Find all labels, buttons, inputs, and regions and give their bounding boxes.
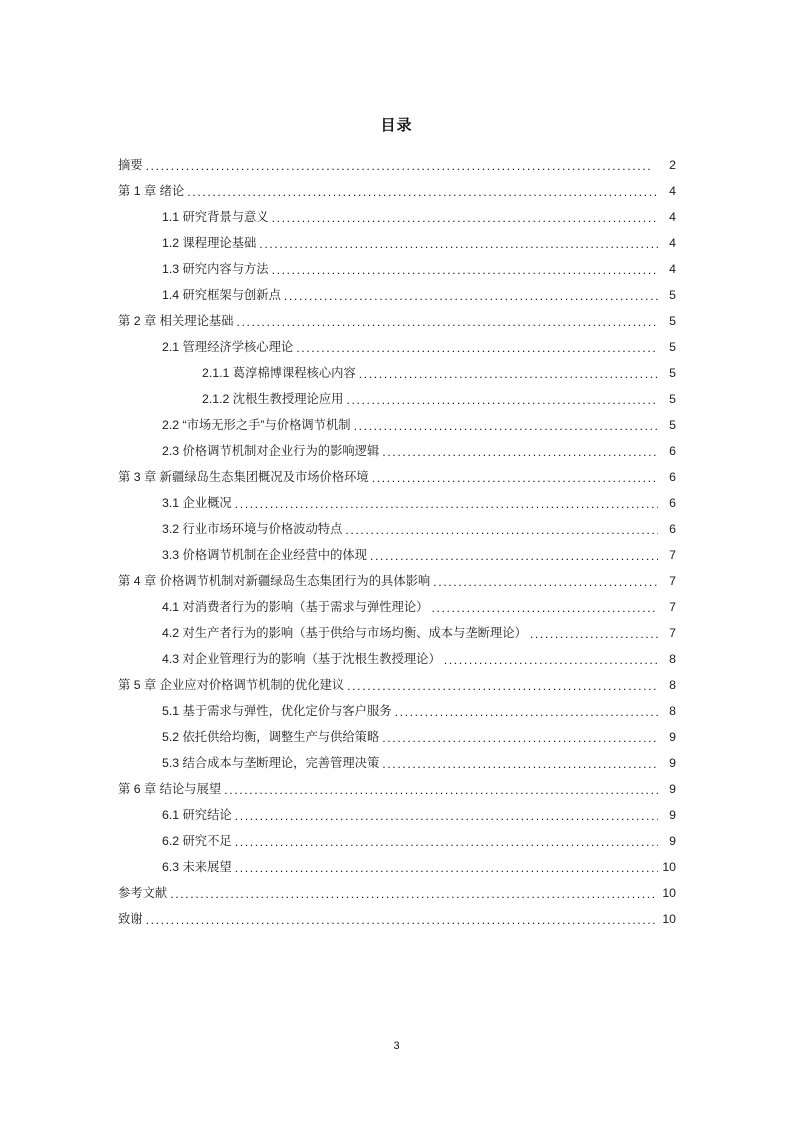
toc-entry-label: 4.3 对企业管理行为的影响（基于沈根生教授理论） xyxy=(162,652,441,666)
toc-entry[interactable] xyxy=(118,484,676,510)
toc-entry-label: 2.3 价格调节机制对企业行为的影响逻辑 xyxy=(162,444,380,458)
toc-entry[interactable] xyxy=(118,900,676,926)
toc-entry-page-number: 7 xyxy=(669,574,676,588)
toc-entry-label: 3.1 企业概况 xyxy=(162,496,232,510)
toc-leader-dots xyxy=(224,783,658,796)
toc-entry-label: 第 3 章 新疆绿岛生态集团概况及市场价格环境 xyxy=(118,470,369,484)
toc-entry-page-number: 8 xyxy=(669,704,676,718)
toc-leader-dots xyxy=(395,705,658,718)
toc-entry[interactable] xyxy=(118,250,676,276)
toc-leader-dots xyxy=(346,393,658,406)
toc-leader-dots xyxy=(530,627,658,640)
toc-leader-dots xyxy=(272,211,658,224)
toc-entry-page-number: 10 xyxy=(662,860,676,874)
toc-entry-page-number: 5 xyxy=(669,288,676,302)
toc-leader-dots xyxy=(235,497,658,510)
toc-entry[interactable] xyxy=(118,848,676,874)
toc-leader-dots xyxy=(146,913,658,926)
toc-entry-label: 6.1 研究结论 xyxy=(162,808,232,822)
toc-entry[interactable] xyxy=(118,458,676,484)
toc-entry-label: 6.3 未来展望 xyxy=(162,860,232,874)
toc-entry-page-number: 9 xyxy=(669,834,676,848)
toc-entry-page-number: 7 xyxy=(669,626,676,640)
toc-entry-page-number: 7 xyxy=(669,548,676,562)
toc-leader-dots xyxy=(354,419,658,432)
toc-entry-label: 3.2 行业市场环境与价格波动特点 xyxy=(162,522,343,536)
toc-entry-page-number: 4 xyxy=(669,236,676,250)
toc-entry-label: 摘要 xyxy=(118,158,143,172)
toc-entry-label: 5.2 依托供给均衡，调整生产与供给策略 xyxy=(162,730,380,744)
toc-leader-dots xyxy=(370,549,658,562)
toc-entry[interactable] xyxy=(118,666,676,692)
toc-entry-label: 致谢 xyxy=(118,912,143,926)
toc-entry-label: 5.1 基于需求与弹性，优化定价与客户服务 xyxy=(162,704,392,718)
toc-entry-page-number: 9 xyxy=(669,808,676,822)
toc-entry-page-number: 5 xyxy=(669,392,676,406)
toc-entry[interactable] xyxy=(118,432,676,458)
toc-entry[interactable] xyxy=(118,198,676,224)
toc-leader-dots xyxy=(345,523,658,536)
toc-leader-dots xyxy=(382,445,658,458)
toc-entry[interactable] xyxy=(118,692,676,718)
toc-entry-page-number: 5 xyxy=(669,366,676,380)
toc-entry-page-number: 5 xyxy=(669,418,676,432)
toc-leader-dots xyxy=(359,367,658,380)
toc-entry-label: 6.2 研究不足 xyxy=(162,834,232,848)
toc-entry[interactable] xyxy=(118,328,676,354)
toc-entry[interactable] xyxy=(118,874,676,900)
toc-entry[interactable] xyxy=(118,536,676,562)
toc-entry[interactable] xyxy=(118,744,676,770)
toc-entry-label: 第 4 章 价格调节机制对新疆绿岛生态集团行为的具体影响 xyxy=(118,574,431,588)
toc-leader-dots xyxy=(433,575,658,588)
toc-leader-dots xyxy=(235,835,658,848)
toc-entry[interactable] xyxy=(118,614,676,640)
toc-entry-label: 参考文献 xyxy=(118,886,168,900)
toc-entry[interactable] xyxy=(118,276,676,302)
toc-entry-label: 1.4 研究框架与创新点 xyxy=(162,288,281,302)
toc-leader-dots xyxy=(382,757,658,770)
toc-entry[interactable] xyxy=(118,146,676,172)
toc-entry-label: 2.2 “市场无形之手”与价格调节机制 xyxy=(162,418,351,432)
toc-entry-label: 1.1 研究背景与意义 xyxy=(162,210,269,224)
toc-entry-label: 第 2 章 相关理论基础 xyxy=(118,314,234,328)
toc-entry[interactable] xyxy=(118,302,676,328)
toc-entry[interactable] xyxy=(118,718,676,744)
toc-leader-dots xyxy=(146,159,652,172)
toc-leader-dots xyxy=(235,809,658,822)
toc-entry-label: 第 6 章 结论与展望 xyxy=(118,782,222,796)
toc-entry[interactable] xyxy=(118,172,676,198)
toc-entry-page-number: 6 xyxy=(669,522,676,536)
toc-entry[interactable] xyxy=(118,224,676,250)
toc-entry-page-number: 10 xyxy=(662,912,676,926)
toc-entry[interactable] xyxy=(118,406,676,432)
toc-leader-dots xyxy=(272,263,658,276)
toc-entry-label: 第 1 章 绪论 xyxy=(118,184,185,198)
toc-entry-page-number: 9 xyxy=(669,756,676,770)
toc-entry-page-number: 8 xyxy=(669,652,676,666)
toc-leader-dots xyxy=(235,861,658,874)
toc-entry[interactable] xyxy=(118,562,676,588)
toc-entry-page-number: 10 xyxy=(662,886,676,900)
toc-entry-page-number: 8 xyxy=(669,678,676,692)
toc-leader-dots xyxy=(187,185,658,198)
toc-entry-page-number: 5 xyxy=(669,314,676,328)
toc-entry-page-number: 6 xyxy=(669,470,676,484)
table-of-contents xyxy=(118,146,676,926)
toc-leader-dots xyxy=(259,237,658,250)
toc-entry-page-number: 4 xyxy=(669,210,676,224)
toc-entry-label: 2.1.1 葛淳棉博课程核心内容 xyxy=(202,366,356,380)
toc-leader-dots xyxy=(431,601,658,614)
toc-entry-label: 4.1 对消费者行为的影响（基于需求与弹性理论） xyxy=(162,600,429,614)
toc-entry[interactable] xyxy=(118,510,676,536)
toc-entry-page-number: 4 xyxy=(669,262,676,276)
toc-entry-page-number: 6 xyxy=(669,496,676,510)
toc-entry-label: 1.2 课程理论基础 xyxy=(162,236,257,250)
toc-entry[interactable] xyxy=(118,770,676,796)
toc-entry[interactable] xyxy=(118,354,676,380)
toc-leader-dots xyxy=(372,471,658,484)
toc-entry-label: 1.3 研究内容与方法 xyxy=(162,262,269,276)
toc-entry-label: 第 5 章 企业应对价格调节机制的优化建议 xyxy=(118,678,345,692)
toc-entry-label: 3.3 价格调节机制在企业经营中的体现 xyxy=(162,548,367,562)
footer-page-number: 3 xyxy=(393,1040,400,1052)
toc-leader-dots xyxy=(296,341,658,354)
toc-entry[interactable] xyxy=(118,640,676,666)
toc-entry-page-number: 5 xyxy=(669,340,676,354)
toc-entry-page-number: 7 xyxy=(669,600,676,614)
page-title: 目录 xyxy=(380,117,413,134)
toc-entry-label: 4.2 对生产者行为的影响（基于供给与市场均衡、成本与垄断理论） xyxy=(162,626,527,640)
toc-leader-dots xyxy=(170,887,658,900)
toc-entry[interactable] xyxy=(118,380,676,406)
toc-entry-label: 5.3 结合成本与垄断理论，完善管理决策 xyxy=(162,756,380,770)
toc-leader-dots xyxy=(382,731,658,744)
toc-entry[interactable] xyxy=(118,588,676,614)
toc-entry-page-number: 9 xyxy=(669,730,676,744)
toc-entry-page-number: 6 xyxy=(669,444,676,458)
toc-leader-dots xyxy=(347,679,658,692)
toc-leader-dots xyxy=(284,289,658,302)
toc-entry[interactable] xyxy=(118,796,676,822)
toc-entry-label: 2.1 管理经济学核心理论 xyxy=(162,340,294,354)
toc-entry-page-number: 4 xyxy=(669,184,676,198)
toc-entry[interactable] xyxy=(118,822,676,848)
toc-entry-label: 2.1.2 沈根生教授理论应用 xyxy=(202,392,344,406)
toc-leader-dots xyxy=(444,653,658,666)
toc-leader-dots xyxy=(236,315,658,328)
toc-entry-page-number: 9 xyxy=(669,782,676,796)
toc-entry-page-number: 2 xyxy=(669,158,676,172)
